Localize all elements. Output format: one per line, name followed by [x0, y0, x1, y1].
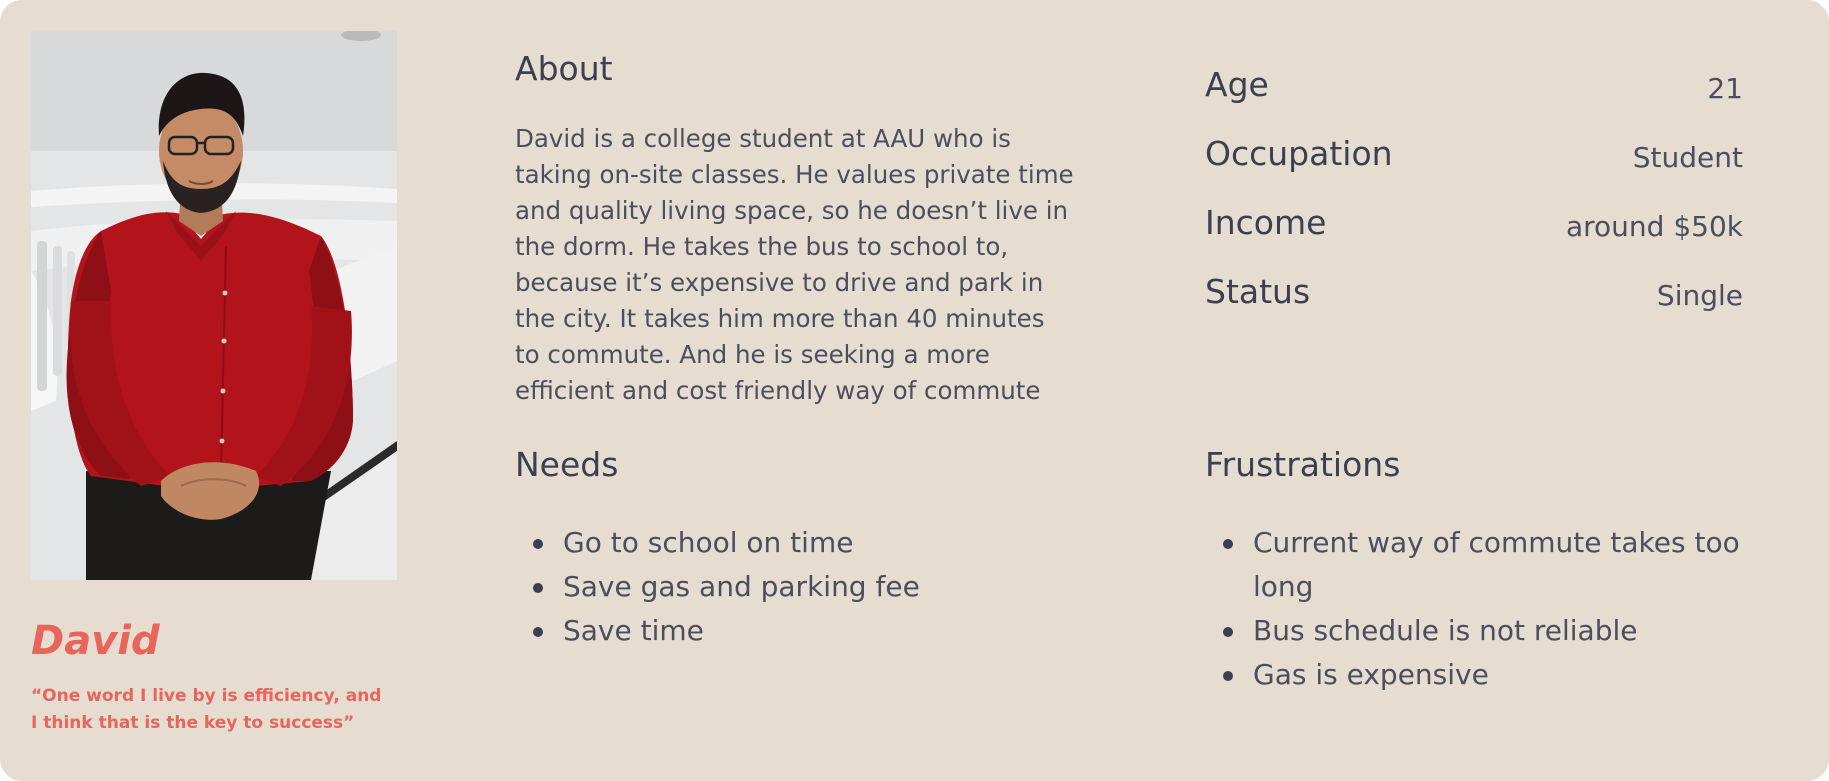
stat-value: around $50k: [1565, 210, 1743, 243]
stat-label: Occupation: [1205, 134, 1393, 173]
list-item: [515, 565, 1075, 609]
list-item: [1205, 609, 1765, 653]
bullet-icon: [533, 583, 543, 593]
about-text: David is a college student at AAU who is taking on-site classes. He values private time and quality living space, so he doesn’t live in the dorm. He takes the bus to school to, because it’s expensive to drive and park in the city. It takes him more than 40 minutes to commute. And he is seeking a more efficient and cost friendly way of commute: [515, 124, 1074, 405]
frustrations-list: [1205, 521, 1765, 697]
list-item-text: Current way of commute takes too long: [1253, 526, 1740, 603]
stat-value: Student: [1632, 141, 1743, 174]
bullet-icon: [1223, 671, 1233, 681]
persona-stats: [1205, 63, 1743, 339]
persona-photo: [31, 31, 397, 580]
stat-label: Income: [1205, 203, 1327, 242]
list-item-text: Go to school on time: [563, 526, 854, 559]
persona-quote: “One word I live by is efficiency, and I think that is the key to success”: [31, 686, 382, 733]
list-item-text: Save time: [563, 614, 704, 647]
stat-label: Status: [1205, 272, 1311, 311]
stat-row-age: [1205, 63, 1743, 132]
bullet-icon: [533, 539, 543, 549]
frustrations-heading: Frustrations: [1205, 445, 1401, 484]
stat-row-occupation: [1205, 132, 1743, 201]
list-item-text: Bus schedule is not reliable: [1253, 614, 1638, 647]
list-item: [515, 609, 1075, 653]
list-item-text: Gas is expensive: [1253, 658, 1489, 691]
list-item: [1205, 653, 1765, 697]
stat-row-income: [1205, 201, 1743, 270]
bullet-icon: [1223, 539, 1233, 549]
bullet-icon: [533, 627, 543, 637]
stat-label: Age: [1205, 65, 1269, 104]
needs-heading: Needs: [515, 445, 619, 484]
about-heading: About: [515, 49, 613, 88]
stat-value: 21: [1707, 72, 1743, 105]
stat-value: Single: [1656, 279, 1743, 312]
persona-name: David: [31, 618, 160, 664]
bullet-icon: [1223, 627, 1233, 637]
list-item-text: Save gas and parking fee: [563, 570, 920, 603]
stat-row-status: [1205, 270, 1743, 339]
needs-list: [515, 521, 1075, 653]
list-item: [515, 521, 1075, 565]
list-item: [1205, 521, 1765, 609]
